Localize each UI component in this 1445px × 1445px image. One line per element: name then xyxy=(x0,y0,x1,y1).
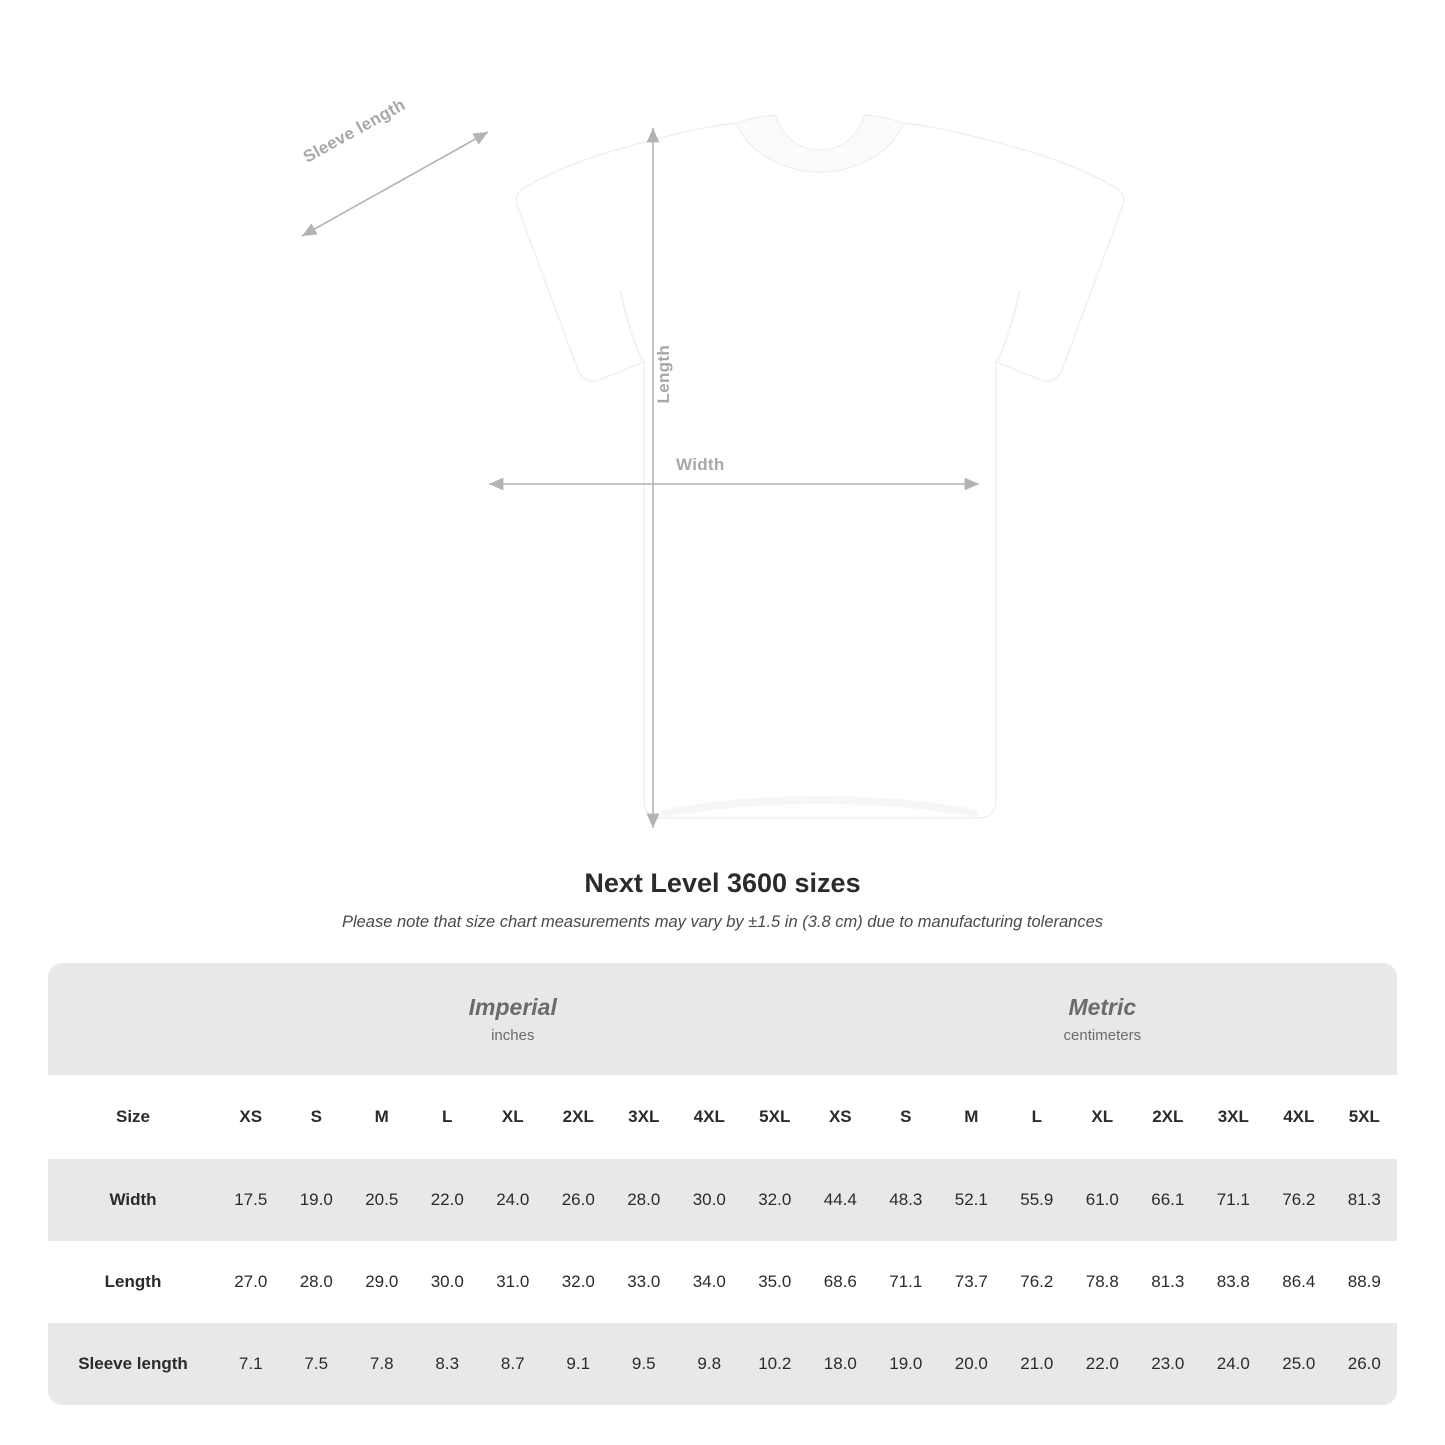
measurement-cell: 24.0 xyxy=(1201,1323,1267,1405)
size-column-header: 4XL xyxy=(1266,1075,1332,1159)
measurement-cell: 19.0 xyxy=(873,1323,939,1405)
measurement-cell: 22.0 xyxy=(1070,1323,1136,1405)
table-row xyxy=(48,1241,1397,1323)
size-column-header: 4XL xyxy=(677,1075,743,1159)
measurement-cell: 76.2 xyxy=(1266,1159,1332,1241)
size-column-header: 3XL xyxy=(611,1075,677,1159)
size-column-header: 5XL xyxy=(742,1075,808,1159)
measurement-cell: 8.3 xyxy=(415,1323,481,1405)
measurement-cell: 83.8 xyxy=(1201,1241,1267,1323)
chart-heading xyxy=(0,868,1445,932)
measurement-cell: 73.7 xyxy=(939,1241,1005,1323)
measurement-cell: 7.8 xyxy=(349,1323,415,1405)
table-corner-cell xyxy=(48,963,218,1075)
measurement-cell: 86.4 xyxy=(1266,1241,1332,1323)
sleeve-length-label: Sleeve length xyxy=(300,94,409,167)
measurement-cell: 26.0 xyxy=(1332,1323,1397,1405)
unit-system-header xyxy=(218,963,808,1075)
measurement-cell: 81.3 xyxy=(1135,1241,1201,1323)
table-row xyxy=(48,1323,1397,1405)
size-column-header: XS xyxy=(218,1075,284,1159)
measurement-cell: 24.0 xyxy=(480,1159,546,1241)
size-row-label: Size xyxy=(48,1075,218,1159)
size-column-header: 5XL xyxy=(1332,1075,1397,1159)
measurement-cell: 52.1 xyxy=(939,1159,1005,1241)
measurement-cell: 9.8 xyxy=(677,1323,743,1405)
size-table xyxy=(48,963,1397,1405)
measurement-cell: 29.0 xyxy=(349,1241,415,1323)
size-column-header: S xyxy=(284,1075,350,1159)
measurement-row-label: Width xyxy=(48,1159,218,1241)
measurement-cell: 66.1 xyxy=(1135,1159,1201,1241)
size-column-header: L xyxy=(415,1075,481,1159)
measurement-cell: 8.7 xyxy=(480,1323,546,1405)
unit-system-unit: inches xyxy=(491,1027,535,1045)
measurement-row-label: Length xyxy=(48,1241,218,1323)
measurement-cell: 81.3 xyxy=(1332,1159,1397,1241)
measurement-cell: 10.2 xyxy=(742,1323,808,1405)
measurement-cell: 44.4 xyxy=(808,1159,874,1241)
size-column-header: 2XL xyxy=(546,1075,612,1159)
size-column-header: L xyxy=(1004,1075,1070,1159)
width-label: Width xyxy=(676,455,725,474)
measurement-cell: 9.1 xyxy=(546,1323,612,1405)
measurement-cell: 71.1 xyxy=(873,1241,939,1323)
measurement-cell: 71.1 xyxy=(1201,1159,1267,1241)
unit-system-row xyxy=(48,963,1397,1075)
unit-system-unit: centimeters xyxy=(1063,1027,1142,1045)
measurement-cell: 88.9 xyxy=(1332,1241,1397,1323)
size-column-header: XS xyxy=(808,1075,874,1159)
measurement-cell: 28.0 xyxy=(284,1241,350,1323)
size-column-header: 3XL xyxy=(1201,1075,1267,1159)
measurement-cell: 25.0 xyxy=(1266,1323,1332,1405)
measurement-cell: 30.0 xyxy=(677,1159,743,1241)
measurement-cell: 78.8 xyxy=(1070,1241,1136,1323)
measurement-cell: 27.0 xyxy=(218,1241,284,1323)
page-title: Next Level 3600 sizes xyxy=(584,868,861,898)
measurement-cell: 34.0 xyxy=(677,1241,743,1323)
measurement-cell: 7.1 xyxy=(218,1323,284,1405)
measurement-row-label: Sleeve length xyxy=(48,1323,218,1405)
measurement-cell: 32.0 xyxy=(546,1241,612,1323)
measurement-cell: 31.0 xyxy=(480,1241,546,1323)
table-row xyxy=(48,1159,1397,1241)
size-column-header: XL xyxy=(1070,1075,1136,1159)
size-header-row xyxy=(48,1075,1397,1159)
measurement-cell: 68.6 xyxy=(808,1241,874,1323)
measurement-cell: 21.0 xyxy=(1004,1323,1070,1405)
size-column-header: M xyxy=(939,1075,1005,1159)
measurement-cell: 61.0 xyxy=(1070,1159,1136,1241)
measurement-cell: 20.5 xyxy=(349,1159,415,1241)
size-column-header: XL xyxy=(480,1075,546,1159)
unit-system-name: Metric xyxy=(1068,993,1137,1020)
size-column-header: 2XL xyxy=(1135,1075,1201,1159)
measurement-cell: 32.0 xyxy=(742,1159,808,1241)
measurement-cell: 19.0 xyxy=(284,1159,350,1241)
size-column-header: M xyxy=(349,1075,415,1159)
measurement-cell: 18.0 xyxy=(808,1323,874,1405)
length-label: Length xyxy=(654,345,673,404)
measurement-cell: 48.3 xyxy=(873,1159,939,1241)
unit-system-header xyxy=(808,963,1397,1075)
measurement-cell: 76.2 xyxy=(1004,1241,1070,1323)
tolerance-note: Please note that size chart measurements may vary by ±1.5 in (3.8 cm) due to manufacturing tolerances xyxy=(341,913,1104,931)
measurement-cell: 28.0 xyxy=(611,1159,677,1241)
measurement-cell: 20.0 xyxy=(939,1323,1005,1405)
measurement-cell: 33.0 xyxy=(611,1241,677,1323)
measurement-cell: 23.0 xyxy=(1135,1323,1201,1405)
size-table-container xyxy=(48,963,1397,1405)
measurement-cell: 7.5 xyxy=(284,1323,350,1405)
measurement-cell: 22.0 xyxy=(415,1159,481,1241)
measurement-cell: 55.9 xyxy=(1004,1159,1070,1241)
measurement-cell: 30.0 xyxy=(415,1241,481,1323)
measurement-cell: 35.0 xyxy=(742,1241,808,1323)
measurement-cell: 26.0 xyxy=(546,1159,612,1241)
size-column-header: S xyxy=(873,1075,939,1159)
measurement-cell: 9.5 xyxy=(611,1323,677,1405)
unit-system-name: Imperial xyxy=(468,993,557,1020)
measurement-cell: 17.5 xyxy=(218,1159,284,1241)
